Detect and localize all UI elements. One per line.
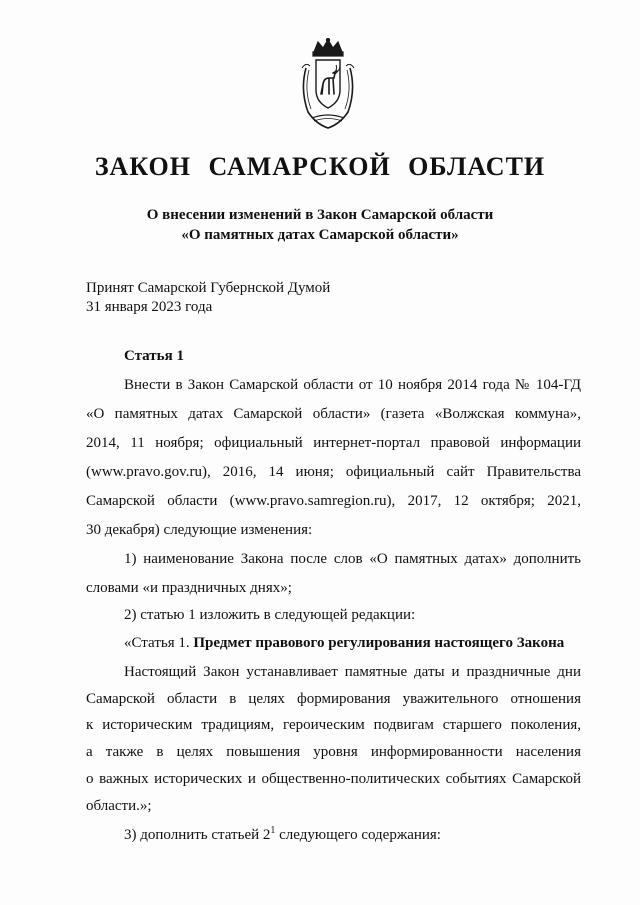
law-subtitle-line-2: «О памятных датах Самарской области» [181, 227, 459, 243]
amendment-item-3 [124, 826, 441, 844]
adoption-date: 31 января 2023 года [86, 299, 213, 315]
new-article-line: Настоящий Закон устанавливает памятные даты и праздничные дни [124, 664, 581, 680]
body-line: 2014, 11 ноября; официальный интернет-портал правовой информации [86, 435, 581, 451]
new-article-line: Самарской области в целях формирования уважительного отношения [86, 691, 581, 707]
amendment-item-1: 1) наименование Закона после слов «О памятных датах» дополнить [124, 551, 581, 567]
new-article-line: к историческим традициям, героическим подвигам старшего поколения, [86, 717, 581, 733]
superscript-number: 1 [270, 825, 276, 836]
article-heading: Статья 1 [124, 348, 184, 364]
new-article-title: Предмет правового регулирования настоящего Закона [193, 635, 565, 651]
new-article-heading [124, 634, 564, 652]
law-title: ЗАКОН САМАРСКОЙ ОБЛАСТИ [94, 152, 546, 181]
new-article-line: а также в целях повышения уровня информированности населения [86, 744, 581, 760]
body-line: (www.pravo.gov.ru), 2016, 14 июня; официальный сайт Правительства [86, 464, 581, 480]
body-line: Внести в Закон Самарской области от 10 ноября 2014 года № 104-ГД [124, 377, 581, 393]
adoption-body: Принят Самарской Губернской Думой [86, 280, 331, 296]
new-article-prefix: «Статья 1. [124, 635, 190, 651]
amendment-item-1-cont: словами «и праздничных днях»; [86, 580, 292, 596]
new-article-line: о важных исторических и общественно-политических событиях Самарской [86, 771, 581, 787]
body-line: «О памятных датах Самарской области» (газета «Волжская коммуна», [86, 406, 581, 422]
amendment-item-3-tail: следующего содержания: [279, 827, 441, 843]
amendment-item-2: 2) статью 1 изложить в следующей редакции: [124, 607, 416, 623]
law-subtitle-line-1: О внесении изменений в Закон Самарской области [146, 207, 494, 223]
amendment-item-3-text: 3) дополнить статьей 2 [124, 827, 271, 843]
body-line: Самарской области (www.pravo.samregion.ru), 2017, 12 октября; 2021, [86, 493, 581, 509]
body-line: 30 декабря) следующие изменения: [86, 522, 313, 538]
new-article-line: области.»; [86, 798, 152, 814]
coat-of-arms-icon [296, 38, 360, 130]
